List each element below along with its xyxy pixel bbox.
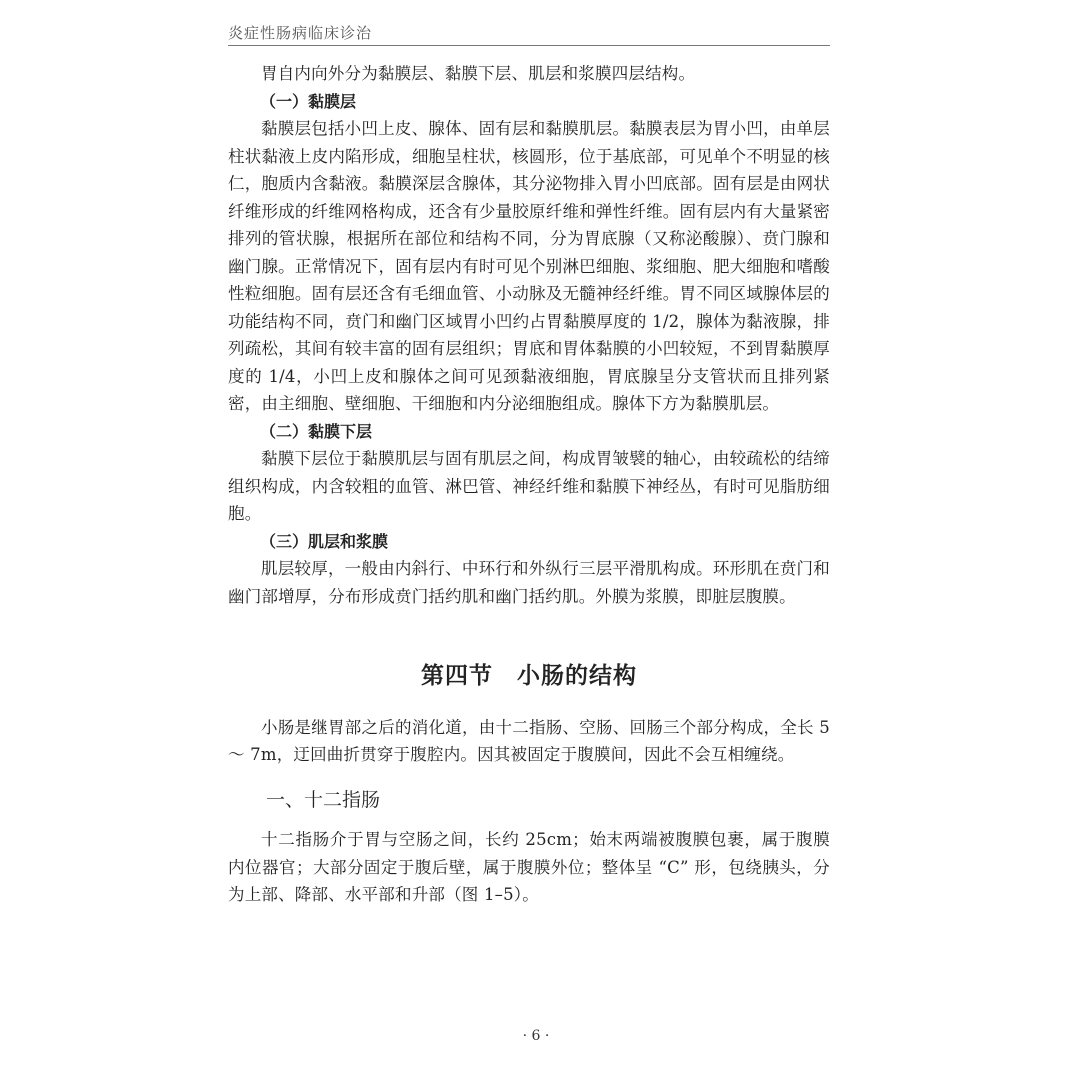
section-title: 第四节 小肠的结构 bbox=[421, 662, 637, 689]
subheading-muscularis: （三）肌层和浆膜 bbox=[260, 531, 389, 551]
header-rule bbox=[228, 45, 830, 46]
paragraph-mucosa: 黏膜层包括小凹上皮、腺体、固有层和黏膜肌层。黏膜表层为胃小凹，由单层柱状黏液上皮内陷形成，细胞呈柱状，核圆形，位于基底部，可见单个不明显的核仁，胞质内含黏液。黏膜深层含腺体，其分泌物排入胃小凹底部。固有层是由网状纤维形成的纤维网格构成，还含有少量胶原纤维和弹性纤维。固有层内有大量紧密排列的管状腺，根据所在部位和结构不同，分为胃底腺（又称泌酸腺）、贲门腺和幽门腺。正常情况下，固有层内有时可见个别淋巴细胞、浆细胞、肥大细胞和嗜酸性粒细胞。固有层还含有毛细血管、小动脉及无髓神经纤维。胃不同区域腺体层的功能结构不同，贲门和幽门区域胃小凹约占胃黏膜厚度的 1/2，腺体为黏液腺，排列疏松，其间有较丰富的固有层组织；胃底和胃体黏膜的小凹较短，不到胃黏膜厚度的 1/4，小凹上皮和腺体之间可见颈黏液细胞，胃底腺呈分支管状而且排列紧密，由主细胞、壁细胞、干细胞和内分泌细胞组成。腺体下方为黏膜肌层。 bbox=[228, 119, 830, 413]
subheading-mucosa: （一）黏膜层 bbox=[260, 91, 357, 111]
intro-paragraph: 胃自内向外分为黏膜层、黏膜下层、肌层和浆膜四层结构。 bbox=[261, 64, 696, 83]
paragraph-small-intestine: 小肠是继胃部之后的消化道，由十二指肠、空肠、回肠三个部分构成，全长 5 ～ 7m，迂回曲折贯穿于腹腔内。因其被固定于腹膜间，因此不会互相缠绕。 bbox=[228, 717, 830, 764]
page-number: · 6 · bbox=[522, 1028, 550, 1044]
heading-duodenum: 一、十二指肠 bbox=[266, 788, 381, 811]
paragraph-muscularis: 肌层较厚，一般由内斜行、中环行和外纵行三层平滑肌构成。环形肌在贲门和幽门部增厚，分布形成贲门括约肌和幽门括约肌。外膜为浆膜，即脏层腹膜。 bbox=[228, 559, 830, 606]
paragraph-duodenum: 十二指肠介于胃与空肠之间，长约 25cm；始末两端被腹膜包裹，属于腹膜内位器官；大部分固定于腹后壁，属于腹膜外位；整体呈 “C” 形，包绕胰头，分为上部、降部、水平部和升部（图 1–5）。 bbox=[228, 830, 830, 904]
page-body bbox=[228, 60, 830, 909]
subheading-submucosa: （二）黏膜下层 bbox=[260, 421, 373, 441]
running-head: 炎症性肠病临床诊治 bbox=[228, 24, 373, 42]
paragraph-submucosa: 黏膜下层位于黏膜肌层与固有肌层之间，构成胃皱襞的轴心，由较疏松的结缔组织构成，内含较粗的血管、淋巴管、神经纤维和黏膜下神经丛，有时可见脂肪细胞。 bbox=[228, 449, 830, 523]
